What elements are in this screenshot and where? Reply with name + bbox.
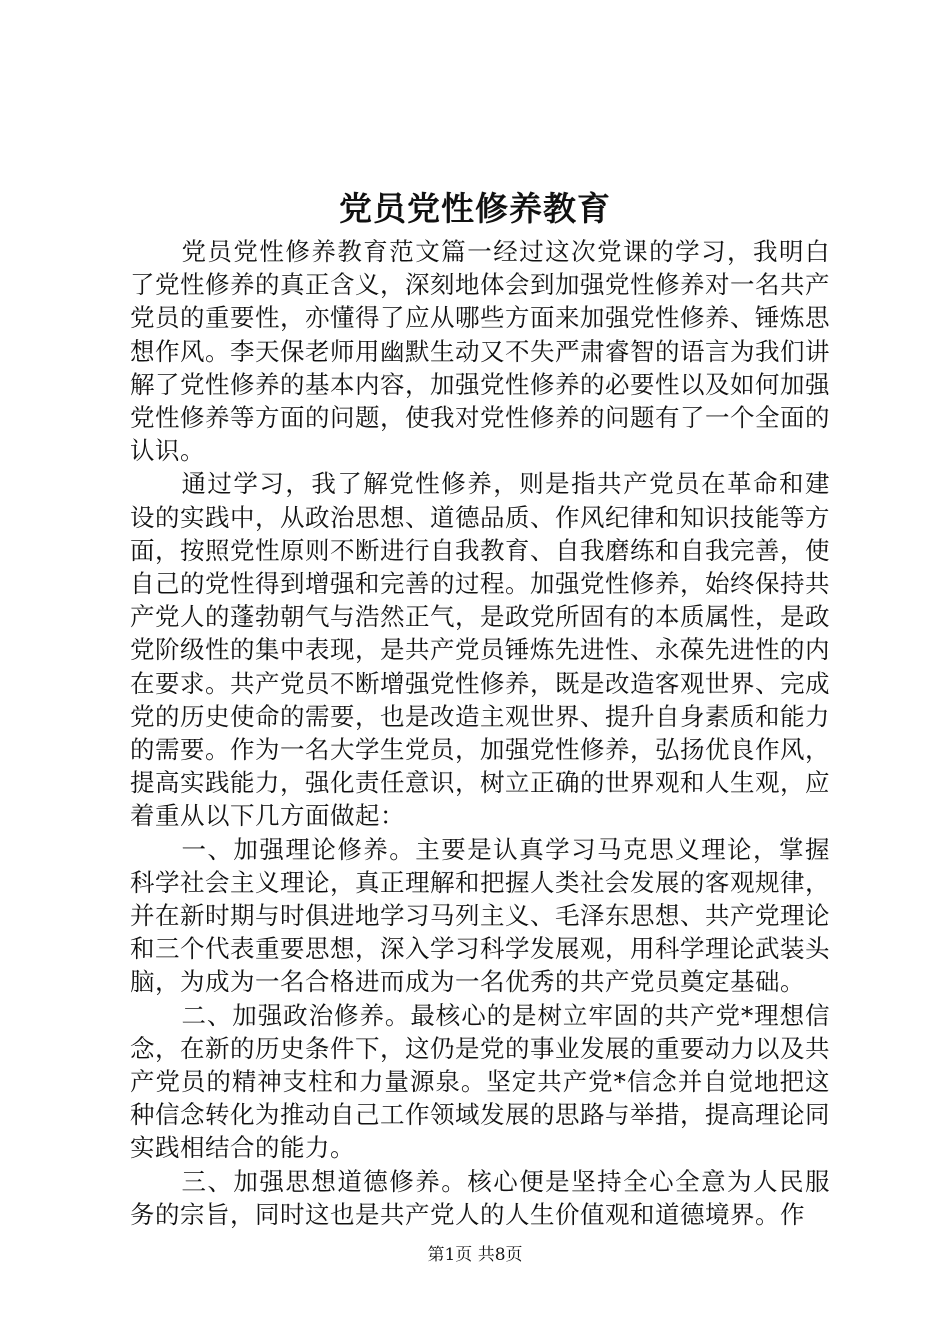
paragraph-morality: 三、加强思想道德修养。核心便是坚持全心全意为人民服务的宗旨，同时这也是共产党人的人生价值观和道德境界。作: [130, 1166, 830, 1229]
paragraph-intro: 党员党性修养教育范文篇一经过这次党课的学习，我明白了党性修养的真正含义，深刻地体会到加强党性修养对一名共产党员的重要性，亦懂得了应从哪些方面来加强党性修养、锤炼思想作风。李天保老师用幽默生动又不失严肃睿智的语言为我们讲解了党性修养的基本内容，加强党性修养的必要性以及如何加强党性修养等方面的问题，使我对党性修养的问题有了一个全面的认识。: [130, 237, 830, 466]
paragraph-theory: 一、加强理论修养。主要是认真学习马克思义理论，掌握科学社会主义理论，真正理解和把握人类社会发展的客观规律，并在新时期与时俱进地学习马列主义、毛泽东思想、共产党理论和三个代表重要思想，深入学习科学发展观，用科学理论武装头脑，为成为一名合格进而成为一名优秀的共产党员奠定基础。: [130, 834, 830, 997]
document-title: 党员党性修养教育: [339, 189, 611, 228]
paragraph-politics: 二、加强政治修养。最核心的是树立牢固的共产党*理想信念，在新的历史条件下，这仍是党的事业发展的重要动力以及共产党员的精神支柱和力量源泉。坚定共产党*信念并自觉地把这种信念转化为推动自己工作领域发展的思路与举措，提高理论同实践相结合的能力。: [130, 1000, 830, 1163]
page-number-footer: 第1页 共8页: [427, 1245, 523, 1265]
paragraph-understanding: 通过学习，我了解党性修养，则是指共产党员在革命和建设的实践中，从政治思想、道德品质、作风纪律和知识技能等方面，按照党性原则不断进行自我教育、自我磨练和自我完善，使自己的党性得到增强和完善的过程。加强党性修养，始终保持共产党人的蓬勃朝气与浩然正气，是政党所固有的本质属性，是政党阶级性的集中表现，是共产党员锤炼先进性、永葆先进性的内在要求。共产党员不断增强党性修养，既是改造客观世界、完成党的历史使命的需要，也是改造主观世界、提升自身素质和能力的需要。作为一名大学生党员，加强党性修养，弘扬优良作风，提高实践能力，强化责任意识，树立正确的世界观和人生观，应着重从以下几方面做起：: [130, 469, 830, 831]
document-body: [130, 235, 830, 1231]
